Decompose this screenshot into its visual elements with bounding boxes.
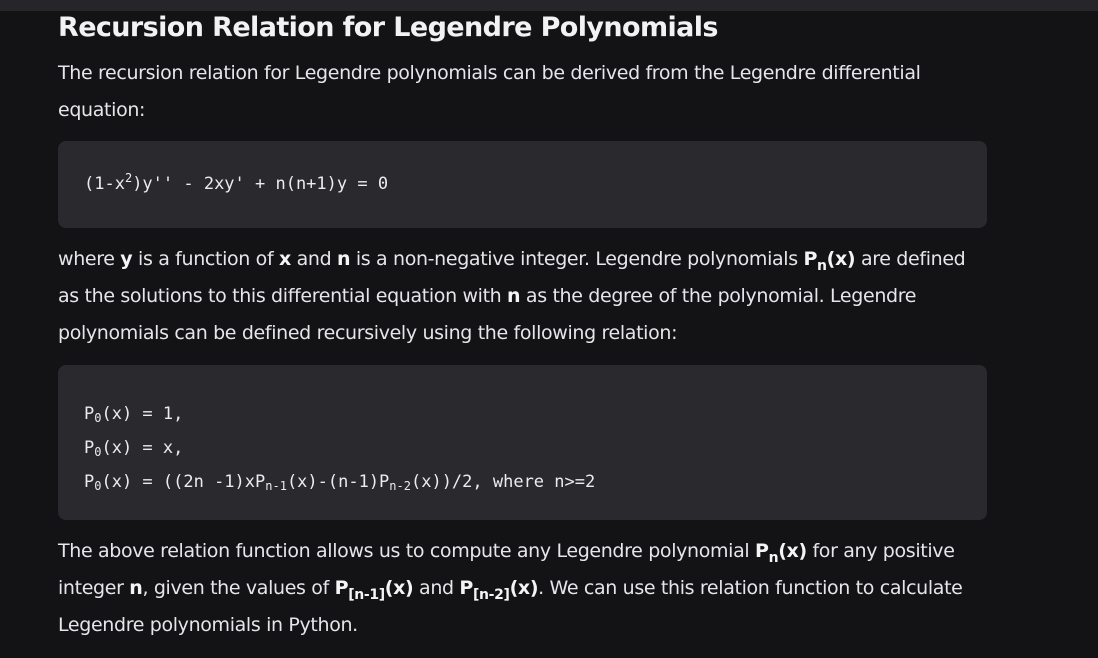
- usage-paragraph: The above relation function allows us to compute any Legendre polynomial $P_n(x)$ for any positive integer n, given the values of $P_{[n-1]}(x)$ and $P_{[n-2]}(x)$. We can use this relation function to calculate Legendre polynomials in Python.: [58, 540, 963, 636]
- intro-paragraph: The recursion relation for Legendre polynomials can be derived from the Legendre differential equation:: [58, 62, 921, 121]
- definition-paragraph: where y is a function of x and n is a non-negative integer. Legendre polynomials $P_n(x)$ are defined as the solutions to this differential equation with n as the degree of the polynomial. Legendre polynomials can be defined recursively using the following relation:: [58, 248, 966, 344]
- var-n-degree: n: [507, 285, 521, 307]
- var-n-positive: n: [129, 577, 143, 599]
- equation-code-block[interactable]: [58, 141, 987, 228]
- code-line-2: $P_0(x) = x$,: [84, 438, 184, 459]
- p-n-minus-1: $P_{[n-1]}(x)$: [334, 577, 414, 603]
- equation-code: $(1-x^2)y'' - 2xy' + n(n+1)y = 0$: [84, 171, 389, 194]
- pn-of-x: $P_n(x)$: [803, 248, 856, 274]
- var-x: x: [279, 248, 291, 270]
- code-line-3: $P_0(x) = ((2n$ $-1)xP_{n-1}(x)-(n-1)P_{n-2}(x))/2$, where n>=2: [84, 472, 596, 493]
- var-n: n: [336, 248, 351, 270]
- pn-of-x-2: $P_n(x)$: [755, 540, 807, 566]
- p-n-minus-2: $P_{[n-2]}(x)$: [459, 577, 539, 603]
- recursion-code-block[interactable]: [58, 365, 987, 520]
- page-title: Recursion Relation for Legendre Polynomials: [58, 12, 718, 43]
- var-y: y: [120, 248, 133, 270]
- recursion-code: [84, 397, 595, 499]
- code-line-1: $P_0(x) = 1$,: [84, 404, 184, 425]
- top-bar: [0, 0, 1098, 11]
